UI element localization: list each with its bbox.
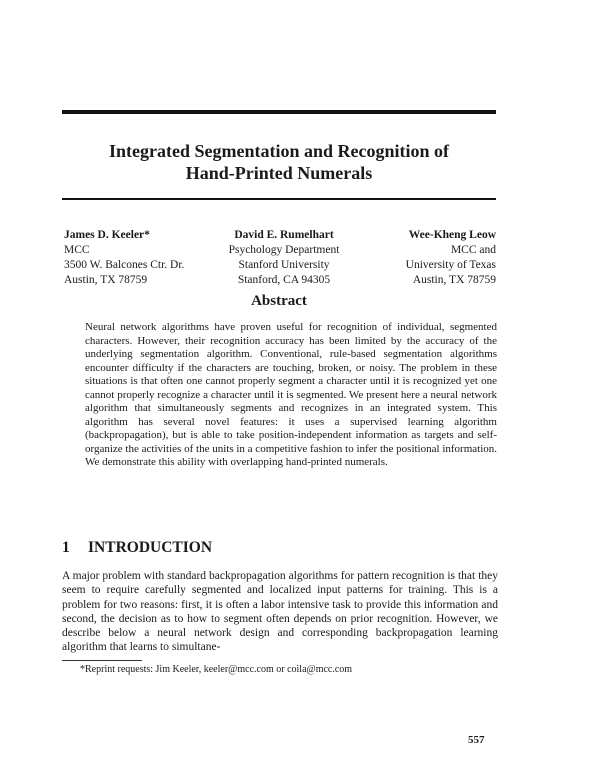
title-line-2: Hand-Printed Numerals — [185, 163, 373, 183]
author-city: Stanford, CA 94305 — [237, 274, 331, 286]
author-block-rumelhart — [204, 228, 364, 288]
top-rule — [62, 110, 496, 114]
author-city: Austin, TX 78759 — [64, 274, 148, 286]
abstract-heading: Abstract — [251, 293, 307, 309]
author-name: James D. Keeler* — [64, 229, 150, 241]
introduction-text: A major problem with standard backpropagation algorithms for pattern recognition is that they seem to require carefully segmented and localized input patterns for training. This is a problem for two reasons: first, it is often a labor intensive task to provide this information and second, the decision as to how to segment often depends on prior recognition. However, we describe below a neural network design and corresponding backpropagation learning algorithm that learns to simultane- — [62, 570, 498, 654]
abstract-text: Neural network algorithms have proven useful for recognition of individual, segmented characters. However, their recognition accuracy has been limited by the accuracy of the underlying segmentation algorithm. Conventional, rule-based segmentation algorithms encounter difficulty if the characters are touching, broken, or noisy. The problem in these situations is that often one cannot properly segment a character until it is recognized yet one cannot properly recognize a character until it is segmented. We present here a neural network algorithm that simultaneously segments and recognizes in an integrated system. This algorithm has several novel features: it uses a supervised learning algorithm (backpropagation), but is able to take position-independent information as targets and self-organize the activities of the units in a competitive fashion to infer the positional information. We demonstrate this ability with overlapping hand-printed numerals. — [85, 321, 497, 468]
section-number: 1 — [62, 539, 70, 556]
author-address: Stanford University — [238, 259, 330, 271]
paper-title — [62, 140, 496, 184]
footnote-rule — [62, 660, 142, 661]
author-affiliation: Psychology Department — [228, 244, 340, 256]
title-bottom-rule — [62, 198, 496, 200]
author-address: University of Texas — [405, 259, 496, 271]
section-heading — [62, 539, 212, 557]
author-block-leow — [344, 228, 496, 288]
author-address: 3500 W. Balcones Ctr. Dr. — [64, 259, 185, 271]
author-name: David E. Rumelhart — [234, 229, 334, 241]
author-city: Austin, TX 78759 — [412, 274, 496, 286]
title-line-1: Integrated Segmentation and Recognition of — [109, 141, 449, 161]
page-number: 557 — [468, 734, 485, 746]
section-title: INTRODUCTION — [88, 539, 213, 556]
author-affiliation: MCC and — [450, 244, 496, 256]
author-name: Wee-Kheng Leow — [408, 229, 496, 241]
footnote: *Reprint requests: Jim Keeler, keeler@mcc.com or coila@mcc.com — [80, 664, 353, 675]
author-affiliation: MCC — [64, 244, 90, 256]
